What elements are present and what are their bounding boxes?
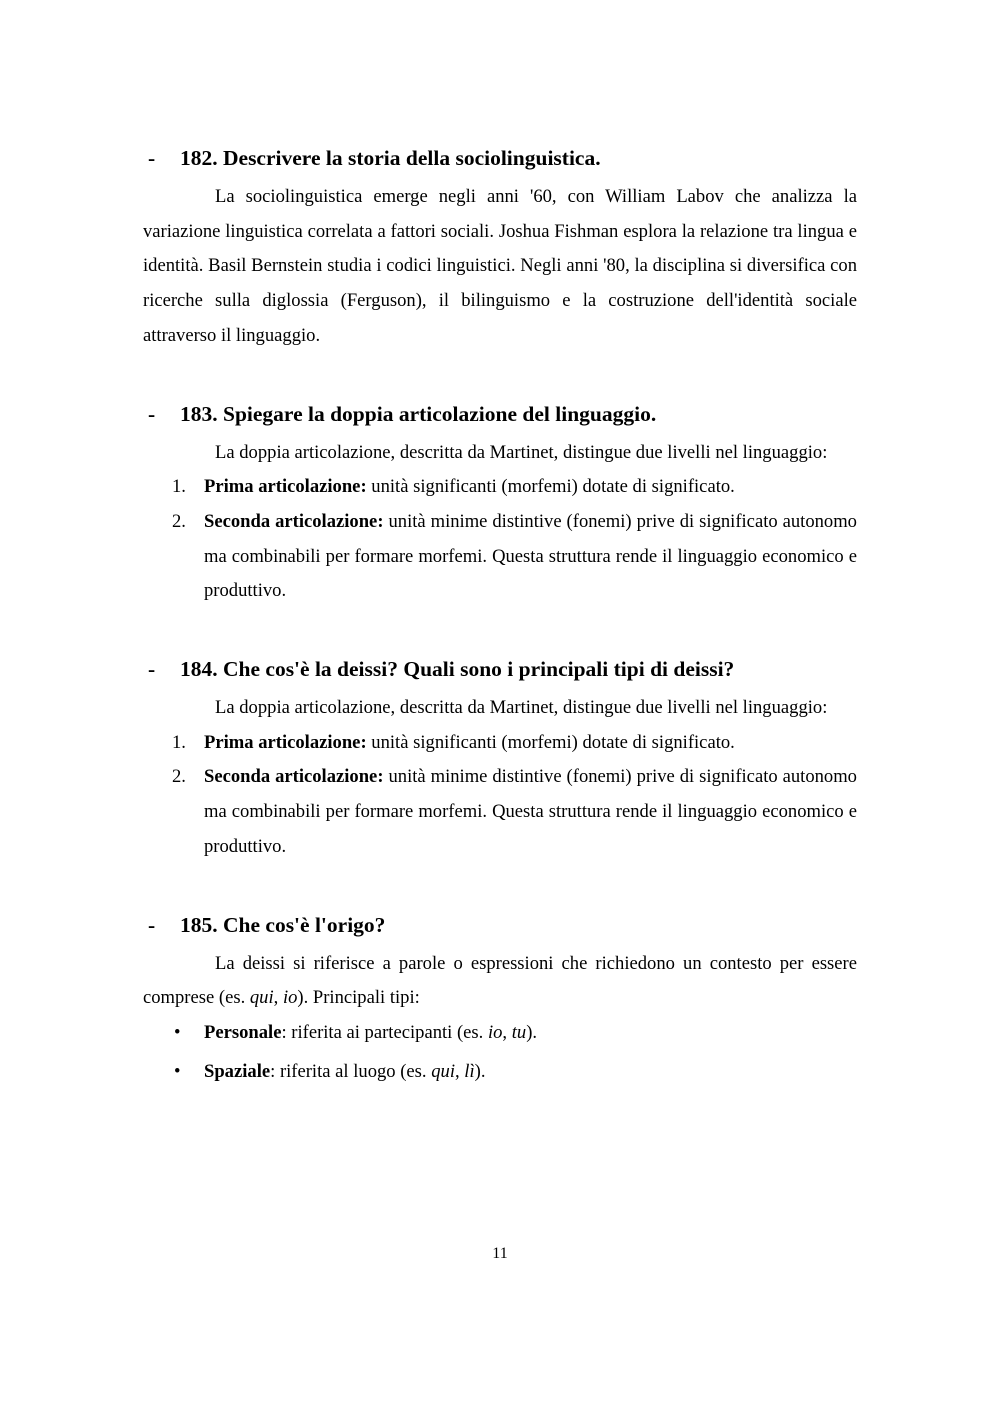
document-page bbox=[143, 140, 857, 1089]
heading-dash: - bbox=[148, 657, 156, 682]
list-item-example: io bbox=[487, 1021, 503, 1043]
paragraph-text: , bbox=[273, 987, 283, 1009]
list-item bbox=[143, 760, 857, 864]
list-item-text: unità minime distintive (fonemi) prive di significato autonomo ma combinabili per formare morfemi. Questa struttura rende il linguaggio economico e produttivo. bbox=[204, 766, 857, 857]
list-item-text: , bbox=[454, 1060, 465, 1082]
list-item-text: , bbox=[502, 1021, 512, 1043]
list-item-text: ). bbox=[526, 1021, 538, 1043]
list-marker: 2. bbox=[172, 766, 186, 788]
paragraph-text: La deissi si riferisce a parole o espressioni che richiedono un contesto per essere comprese (es. bbox=[143, 952, 857, 1009]
list-marker: 2. bbox=[172, 510, 186, 532]
section-heading bbox=[143, 651, 857, 687]
list-item bbox=[143, 1016, 857, 1051]
list-item-term: Personale bbox=[204, 1021, 282, 1043]
list-item-text: unità significanti (morfemi) dotate di significato. bbox=[366, 731, 735, 753]
list-item bbox=[143, 470, 857, 505]
heading-dash: - bbox=[148, 912, 156, 937]
bullet-marker: • bbox=[174, 1021, 181, 1043]
list-item-text: : riferita al luogo (es. bbox=[270, 1060, 432, 1082]
list-item bbox=[143, 726, 857, 761]
section-heading bbox=[143, 396, 857, 432]
heading-title: 183. Spiegare la doppia articolazione del linguaggio. bbox=[180, 401, 657, 426]
heading-dash: - bbox=[148, 401, 156, 426]
list-item-term: Prima articolazione: bbox=[204, 731, 367, 753]
section-heading bbox=[143, 907, 857, 943]
list-marker: 1. bbox=[172, 476, 186, 498]
list-item-text: : riferita ai partecipanti (es. bbox=[281, 1021, 488, 1043]
bullet-marker: • bbox=[174, 1060, 181, 1082]
section-paragraph: La doppia articolazione, descritta da Martinet, distingue due livelli nel linguaggio: bbox=[215, 697, 828, 719]
section-183 bbox=[143, 396, 857, 610]
list-item-text: ). bbox=[474, 1060, 486, 1082]
list-item-example: qui bbox=[431, 1060, 455, 1082]
section-paragraph: La sociolinguistica emerge negli anni '60, con William Labov che analizza la variazione linguistica correlata a fattori sociali. Joshua Fishman esplora la relazione tra lingua e identità. Basil Bernstein studia i codici linguistici. Negli anni '80, la disciplina si diversifica con ricerche sulla diglossia (Ferguson), il bilinguismo e la costruzione dell'identità sociale attraverso il linguaggio. bbox=[143, 186, 857, 346]
section-185 bbox=[143, 907, 857, 1090]
section-182 bbox=[143, 140, 857, 354]
list-marker: 1. bbox=[172, 731, 186, 753]
paragraph-example: qui bbox=[249, 987, 274, 1009]
section-heading bbox=[143, 140, 857, 176]
section-paragraph: La doppia articolazione, descritta da Martinet, distingue due livelli nel linguaggio: bbox=[215, 441, 828, 463]
numbered-list bbox=[143, 470, 857, 609]
numbered-list bbox=[143, 726, 857, 865]
list-item-text: unità minime distintive (fonemi) prive di significato autonomo ma combinabili per formare morfemi. Questa struttura rende il linguaggio economico e produttivo. bbox=[204, 510, 857, 602]
paragraph-text: ). Principali tipi: bbox=[297, 987, 420, 1009]
list-item-term: Seconda articolazione: bbox=[204, 510, 384, 532]
heading-title: 185. Che cos'è l'origo? bbox=[180, 912, 386, 937]
heading-dash: - bbox=[148, 146, 156, 170]
heading-title: 184. Che cos'è la deissi? Quali sono i principali tipi di deissi? bbox=[180, 657, 735, 682]
paragraph-example: io bbox=[282, 987, 298, 1009]
section-184 bbox=[143, 651, 857, 865]
list-item-term: Spaziale bbox=[204, 1060, 271, 1082]
list-item-term: Prima articolazione: bbox=[204, 476, 367, 498]
section-paragraph bbox=[143, 947, 857, 1016]
page-number: 11 bbox=[492, 1245, 508, 1262]
list-item-text: unità significanti (morfemi) dotate di significato. bbox=[366, 476, 735, 498]
list-item bbox=[143, 1055, 857, 1090]
list-item-example: lì bbox=[464, 1060, 475, 1082]
bullet-list bbox=[143, 1016, 857, 1089]
list-item-term: Seconda articolazione: bbox=[204, 766, 384, 788]
heading-title: 182. Descrivere la storia della sociolinguistica. bbox=[180, 146, 601, 170]
list-item-example: tu bbox=[511, 1021, 527, 1043]
list-item bbox=[143, 505, 857, 609]
